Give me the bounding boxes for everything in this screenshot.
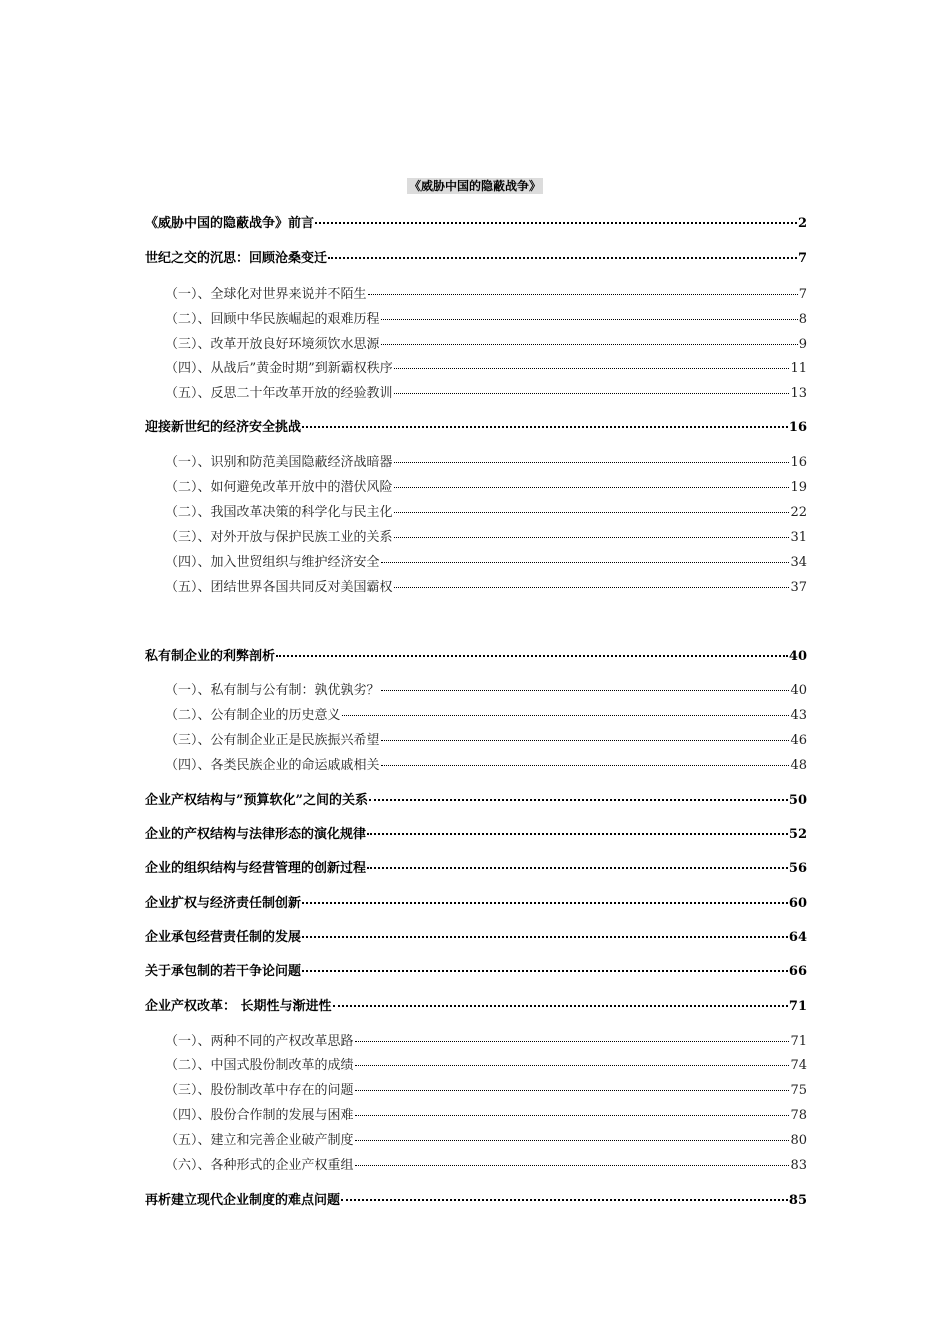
dot-leader <box>302 936 788 938</box>
toc-entry-title: （六）、各种形式的企业产权重组 <box>165 1158 354 1173</box>
toc-section-entry[interactable] <box>165 551 807 570</box>
toc-entry-page-number: 11 <box>790 361 807 376</box>
toc-section-entry[interactable] <box>165 357 807 376</box>
toc-entry-page-number: 52 <box>788 827 807 842</box>
dot-leader <box>342 715 790 716</box>
toc-entry-page-number: 66 <box>788 964 807 979</box>
dot-leader <box>302 426 788 428</box>
toc-section-entry[interactable] <box>165 729 807 748</box>
toc-section-entry[interactable] <box>165 679 807 698</box>
toc-section-entry[interactable] <box>165 1129 807 1148</box>
toc-section-entry[interactable] <box>165 754 807 773</box>
toc-entry-title: （二）、如何避免改革开放中的潜伏风险 <box>165 480 393 495</box>
dot-leader <box>394 368 790 369</box>
toc-entry-title: （一）、识别和防范美国隐蔽经济战暗器 <box>165 455 393 470</box>
toc-entry-title: （二）、中国式股份制改革的成绩 <box>165 1058 354 1073</box>
dot-leader <box>369 799 788 801</box>
toc-entry-title: 企业的产权结构与法律形态的演化规律 <box>145 827 367 842</box>
toc-entry-title: （四）、各类民族企业的命运戚戚相关 <box>165 758 380 773</box>
toc-entry-page-number: 34 <box>790 555 807 570</box>
toc-entry-page-number: 40 <box>788 649 807 664</box>
dot-leader <box>355 1140 790 1141</box>
toc-entry-page-number: 60 <box>788 896 807 911</box>
dot-leader <box>381 690 790 691</box>
toc-chapter-entry[interactable] <box>145 926 807 945</box>
toc-entry-title: （五）、反思二十年改革开放的经验教训 <box>165 386 393 401</box>
toc-entry-page-number: 78 <box>790 1108 807 1123</box>
toc-entry-title: （二）、我国改革决策的科学化与民主化 <box>165 505 393 520</box>
toc-section-entry[interactable] <box>165 308 807 327</box>
toc-entry-page-number: 80 <box>790 1133 807 1148</box>
dot-leader <box>381 740 790 741</box>
toc-chapter-entry[interactable] <box>145 823 807 842</box>
dot-leader <box>394 587 790 588</box>
toc-section-entry[interactable] <box>165 1030 807 1049</box>
toc-entry-page-number: 7 <box>798 287 807 302</box>
toc-entry-page-number: 16 <box>790 455 807 470</box>
toc-entry-title: （一）、全球化对世界来说并不陌生 <box>165 287 367 302</box>
toc-section-entry[interactable] <box>165 333 807 352</box>
toc-entry-page-number: 7 <box>797 251 807 266</box>
dot-leader <box>381 562 790 563</box>
toc-chapter-entry[interactable] <box>145 892 807 911</box>
dot-leader <box>394 537 790 538</box>
dot-leader <box>394 512 790 513</box>
toc-entry-page-number: 56 <box>788 861 807 876</box>
toc-section-entry[interactable] <box>165 704 807 723</box>
dot-leader <box>302 902 788 904</box>
dot-leader <box>368 294 798 295</box>
toc-entry-page-number: 50 <box>788 793 807 808</box>
dot-leader <box>394 462 790 463</box>
toc-entry-title: （二）、公有制企业的历史意义 <box>165 708 341 723</box>
dot-leader <box>355 1041 790 1042</box>
toc-entry-page-number: 64 <box>788 930 807 945</box>
toc-entry-title: 企业的组织结构与经营管理的创新过程 <box>145 861 367 876</box>
toc-chapter-entry[interactable] <box>145 645 807 664</box>
dot-leader <box>315 222 797 224</box>
toc-entry-title: 再析建立现代企业制度的难点问题 <box>145 1193 341 1208</box>
toc-entry-page-number: 71 <box>788 999 807 1014</box>
dot-leader <box>355 1115 790 1116</box>
toc-entry-title: 关于承包制的若干争论问题 <box>145 964 302 979</box>
toc-entry-title: （五）、团结世界各国共同反对美国霸权 <box>165 580 393 595</box>
toc-section-entry[interactable] <box>165 1104 807 1123</box>
toc-entry-page-number: 2 <box>797 216 807 231</box>
toc-entry-title: 企业承包经营责任制的发展 <box>145 930 302 945</box>
toc-chapter-entry[interactable] <box>145 416 807 435</box>
toc-entry-page-number: 16 <box>788 420 807 435</box>
toc-entry-title: 迎接新世纪的经济安全挑战 <box>145 420 302 435</box>
dot-leader <box>381 344 798 345</box>
toc-entry-page-number: 40 <box>790 683 807 698</box>
toc-section-entry[interactable] <box>165 1054 807 1073</box>
toc-entry-title: （三）、股份制改革中存在的问题 <box>165 1083 354 1098</box>
toc-chapter-entry[interactable] <box>145 1189 807 1208</box>
dot-leader <box>341 1199 788 1201</box>
toc-entry-title: （一）、私有制与公有制：孰优孰劣？ <box>165 683 380 698</box>
toc-entry-page-number: 46 <box>790 733 807 748</box>
toc-entry-page-number: 8 <box>798 312 807 327</box>
toc-entry-title: （三）、对外开放与保护民族工业的关系 <box>165 530 393 545</box>
toc-section-entry[interactable] <box>165 283 807 302</box>
toc-entry-page-number: 74 <box>790 1058 807 1073</box>
toc-entry-title: 企业扩权与经济责任制创新 <box>145 896 302 911</box>
toc-entry-page-number: 75 <box>790 1083 807 1098</box>
dot-leader <box>367 833 788 835</box>
toc-entry-page-number: 31 <box>790 530 807 545</box>
dot-leader <box>302 970 788 972</box>
dot-leader <box>333 1005 788 1007</box>
toc-entry-page-number: 48 <box>790 758 807 773</box>
toc-entry-page-number: 13 <box>790 386 807 401</box>
dot-leader <box>355 1165 790 1166</box>
toc-section-entry[interactable] <box>165 451 807 470</box>
toc-section-entry[interactable] <box>165 1079 807 1098</box>
toc-chapter-entry[interactable] <box>145 857 807 876</box>
dot-leader <box>381 319 798 320</box>
toc-entry-page-number: 19 <box>790 480 807 495</box>
toc-entry-title: 《威胁中国的隐蔽战争》前言 <box>145 216 315 231</box>
toc-entry-page-number: 83 <box>790 1158 807 1173</box>
toc-entry-title: （四）、加入世贸组织与维护经济安全 <box>165 555 380 570</box>
toc-entry-page-number: 71 <box>790 1034 807 1049</box>
toc-section-entry[interactable] <box>165 476 807 495</box>
toc-section-entry[interactable] <box>165 526 807 545</box>
toc-chapter-entry[interactable] <box>145 960 807 979</box>
document-title-text: 《威胁中国的隐蔽战争》 <box>408 179 541 193</box>
toc-section-entry[interactable] <box>165 1154 807 1173</box>
toc-entry-title: （二）、回顾中华民族崛起的艰难历程 <box>165 312 380 327</box>
dot-leader <box>367 867 788 869</box>
toc-entry-title: 世纪之交的沉思：回顾沧桑变迁 <box>145 251 328 266</box>
toc-entry-title: （四）、股份合作制的发展与困难 <box>165 1108 354 1123</box>
dot-leader <box>355 1065 790 1066</box>
toc-entry-title: （三）、公有制企业正是民族振兴希望 <box>165 733 380 748</box>
toc-entry-title: 企业产权结构与”预算软化”之间的关系 <box>145 793 368 808</box>
toc-chapter-entry[interactable] <box>145 789 807 808</box>
toc-section-entry[interactable] <box>165 576 807 595</box>
toc-entry-title: （一）、两种不同的产权改革思路 <box>165 1034 354 1049</box>
toc-entry-title: 私有制企业的利弊剖析 <box>145 649 276 664</box>
toc-entry-page-number: 85 <box>788 1193 807 1208</box>
toc-entry-page-number: 37 <box>790 580 807 595</box>
toc-entry-title: （四）、从战后”黄金时期”到新霸权秩序 <box>165 361 393 376</box>
dot-leader <box>276 655 788 657</box>
dot-leader <box>394 487 790 488</box>
dot-leader <box>381 765 790 766</box>
dot-leader <box>394 393 790 394</box>
toc-entry-title: （五）、建立和完善企业破产制度 <box>165 1133 354 1148</box>
toc-chapter-entry[interactable] <box>145 212 807 231</box>
toc-entry-title: 企业产权改革： 长期性与渐进性 <box>145 999 332 1014</box>
toc-section-entry[interactable] <box>165 382 807 401</box>
toc-entry-page-number: 9 <box>798 337 807 352</box>
toc-section-entry[interactable] <box>165 501 807 520</box>
dot-leader <box>355 1090 790 1091</box>
toc-entry-page-number: 43 <box>790 708 807 723</box>
dot-leader <box>328 257 797 259</box>
toc-entry-title: （三）、改革开放良好环境须饮水思源 <box>165 337 380 352</box>
toc-chapter-entry[interactable] <box>145 995 807 1014</box>
toc-chapter-entry[interactable] <box>145 247 807 266</box>
toc-entry-page-number: 22 <box>790 505 807 520</box>
